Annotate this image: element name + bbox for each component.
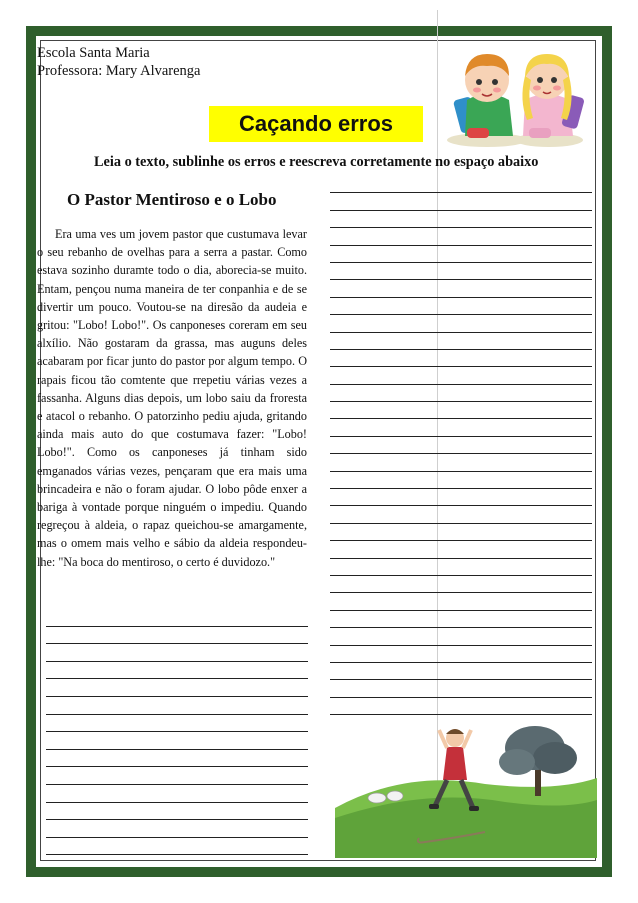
answer-line[interactable] — [330, 611, 592, 628]
answer-line[interactable] — [330, 506, 592, 523]
answer-line[interactable] — [330, 263, 592, 280]
school-header — [37, 44, 200, 80]
answer-line[interactable] — [46, 732, 308, 750]
answer-line[interactable] — [330, 541, 592, 558]
answer-line[interactable] — [46, 627, 308, 645]
answer-line[interactable] — [330, 350, 592, 367]
answer-line[interactable] — [330, 680, 592, 697]
answer-line[interactable] — [46, 803, 308, 821]
answer-line[interactable] — [46, 767, 308, 785]
story-text: Era uma ves um jovem pastor que custumava levar o seu rebanho de ovelhas para a serra a pastar. Como estava sozinho duramte todo o dia, aborecia-se muito. Entam, pençou numa maneira de ter conpanhia e de se divertir um pouco. Voutou-se na diresão da audeia e gritou: "Lobo! Lobo!". Os canponeses coreram em seu alxílio. Não gostaram da grassa, mas auguns deles acabaram por ficar junto do pastor por algum tempo. O rapais ficou tão comtente que rrepetiu várias vezes a fassanha. Alguns dias depois, um lobo saiu da froresta e atacol o rebanho. O patorzinho pediu ajuda, gritando ainda mais auto do que costumava fazer: "Lobo! Lobo!". Como os canponeses já tinham sido emganados várias vezes, pençaram que era mais uma brincadeira e não o foram ajudar. O lobo pôde enxer a bariga à vontade porque ninguém o impediu. Quando regreçou à aldeia, o rapaz queichou-se amargamente, mas o omem mais velho e sábio da aldeia respondeu-lhe: "Na boca do mentiroso, o certo é duvidozo." — [37, 227, 307, 569]
answer-line[interactable] — [330, 524, 592, 541]
school-name: Escola Santa Maria — [37, 45, 150, 61]
answer-line[interactable] — [46, 785, 308, 803]
answer-line[interactable] — [330, 437, 592, 454]
answer-line[interactable] — [46, 750, 308, 768]
answer-line[interactable] — [330, 576, 592, 593]
answer-line[interactable] — [330, 698, 592, 715]
answer-line[interactable] — [330, 385, 592, 402]
answer-line[interactable] — [330, 280, 592, 297]
answer-line[interactable] — [46, 609, 308, 627]
answer-line[interactable] — [46, 662, 308, 680]
answer-line[interactable] — [330, 454, 592, 471]
children-reading-illustration — [437, 40, 587, 148]
answer-line[interactable] — [330, 333, 592, 350]
answer-line[interactable] — [330, 176, 592, 193]
instructions: Leia o texto, sublinhe os erros e reescreva corretamente no espaço abaixo — [94, 154, 539, 170]
answer-line[interactable] — [330, 646, 592, 663]
answer-line[interactable] — [46, 838, 308, 856]
answer-line[interactable] — [330, 315, 592, 332]
answer-line[interactable] — [46, 820, 308, 838]
answer-line[interactable] — [330, 419, 592, 436]
worksheet-title: Caçando erros — [209, 106, 423, 142]
answer-line[interactable] — [330, 472, 592, 489]
answer-line[interactable] — [330, 559, 592, 576]
answer-line[interactable] — [46, 679, 308, 697]
answer-line[interactable] — [46, 715, 308, 733]
teacher-name: Professora: Mary Alvarenga — [37, 63, 201, 79]
answer-line[interactable] — [46, 644, 308, 662]
answer-lines-bottom[interactable] — [46, 609, 308, 855]
story-title: O Pastor Mentiroso e o Lobo — [67, 190, 277, 209]
answer-line[interactable] — [330, 193, 592, 210]
answer-line[interactable] — [46, 697, 308, 715]
answer-line[interactable] — [330, 367, 592, 384]
shepherd-boy-illustration — [335, 718, 597, 858]
answer-lines-right[interactable] — [330, 176, 592, 715]
answer-line[interactable] — [330, 246, 592, 263]
answer-line[interactable] — [330, 593, 592, 610]
answer-line[interactable] — [330, 628, 592, 645]
answer-line[interactable] — [330, 211, 592, 228]
answer-line[interactable] — [330, 402, 592, 419]
answer-line[interactable] — [330, 228, 592, 245]
answer-line[interactable] — [330, 663, 592, 680]
answer-line[interactable] — [330, 298, 592, 315]
answer-line[interactable] — [330, 489, 592, 506]
